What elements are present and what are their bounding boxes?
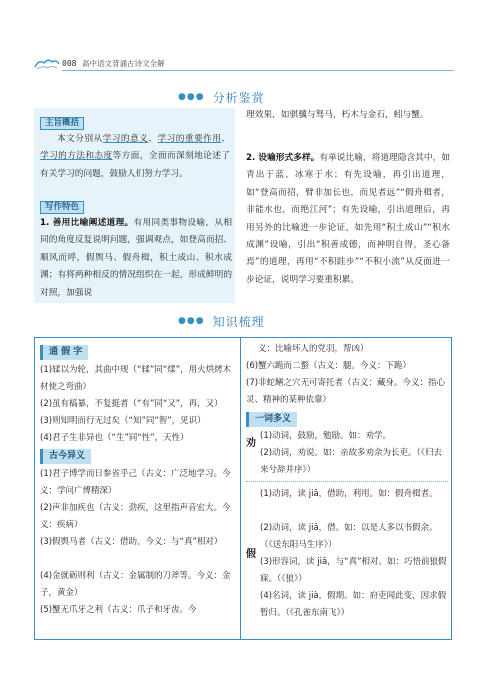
gujin-item-5: (5)蟹无爪牙之利（古义：爪子和牙齿。今 — [40, 605, 197, 615]
gujin-item-1: (1)君子博学而日参省乎己（古义：广泛地学习。今义：学问广博精深） — [40, 469, 231, 496]
knowledge-section-title — [178, 312, 273, 330]
column-divider — [240, 337, 241, 640]
gujin-heading: 古今异义 — [40, 449, 91, 464]
point1-title: 1. 善用比喻阐述道理。 — [40, 218, 134, 228]
gujin-item-4: (4)金就砺则利（古义：金属制的刀斧等。今义：金子，黄金） — [40, 571, 231, 598]
title-dots-right-icon: ●●● — [178, 316, 205, 326]
theme-badge: 主旨概括 — [40, 117, 84, 130]
polysemy-heading: 一词多义 — [246, 412, 297, 427]
gujin-item-6: (6)蟹六跪而二螯（古义：腿。今义：下跪） — [246, 361, 412, 371]
tongjia-item-2: (2)虽有槁暴，不复挺者（“有”同“又”，再，又） — [40, 399, 223, 409]
knowledge-title: 知识梳理 — [212, 314, 265, 329]
book-logo-icon — [34, 57, 60, 71]
gujin-item-7: (7)非蛇鳝之穴无可寄托者（古义：藏身。今义：指心灵、精神的某种依靠） — [246, 378, 446, 405]
theme-text: 本文分别从学习的意义、学习的重要作用、学习的方法和态度等方面，全面而深刻地论述了有关学习的问题，鼓励人们努力学习。 — [40, 134, 231, 179]
writing-badge: 写作特色 — [40, 201, 84, 214]
analysis-section-title — [178, 88, 273, 106]
tongjia-item-3: (3)则知明而行无过矣（“知”同“智”，见识） — [40, 416, 206, 426]
jia-sense-3: (3)形容词，读 jiǎ，与“真”相对。如：巧悟前狼假寐。（《狼》） — [260, 557, 447, 584]
page-header — [34, 57, 454, 73]
point2-text: 2. 设喻形式多样。有单说比喻，将道理隐含其中，如青出于蓝、冰寒于水；有先设喻，再引出道理，如“登高而招，臂非加长也，而见者远”“假舟楫者，非能水也，而绝江河”；有先设喻，引出道理后，再用另外的比喻进一步论证，如先用“积土成山”“积水成渊”设喻，引出“积善成德，而神明自得，圣心备焉”的道理，再用“不积跬步”“不积小流”从反面进一步论证，说明学习要重积累。 — [246, 153, 451, 285]
quan-sense-1: (1)动词，鼓励，勉励。如：劝学。 — [260, 431, 392, 441]
jia-char: 假 — [246, 549, 256, 560]
polysemy-separator — [246, 481, 448, 482]
gujin-item-3: (3)假舆马者（古义：借助。今义：与“真”相对） — [40, 537, 223, 547]
tongjia-item-1: (1)𫐓以为轮，其曲中规（“𫐓”同“煣”，用火烘烤木材使之弯曲） — [40, 365, 232, 392]
title-dots-left-icon: ●●● — [178, 92, 205, 102]
jia-sense-4: (4)名词，读 jià，假期。如：府吏闻此变，因求假暂归。（《孔雀东南飞》） — [260, 591, 447, 618]
tongjia-heading: 通 假 字 — [40, 345, 88, 360]
quan-char: 劝 — [246, 438, 256, 449]
point1-text-continued: 理效果，如骐骥与驽马，朽木与金石，蚓与蟹。 — [246, 110, 429, 120]
jia-sense-2: (2)动词，读 jiǎ，借。如：以是人多以书假余。（《送东阳马生序》） — [260, 523, 438, 550]
page-number: 008 — [62, 59, 77, 68]
point2-title: 2. 设喻形式多样。 — [246, 153, 320, 163]
header-rule — [62, 70, 454, 71]
analysis-title: 分析鉴赏 — [212, 90, 265, 105]
quan-sense-2: (2)动词，劝说。如：亲故多劝余为长吏。（《归去来兮辞并序》） — [260, 448, 443, 475]
gujin-item-5-continued: 义：比喻坏人的党羽，帮凶） — [258, 344, 369, 354]
jia-sense-1: (1)动词，读 jiǎ，借助，利用。如：假舟楫者。 — [260, 489, 438, 499]
book-title: 高中语文背诵古诗文全解 — [82, 59, 165, 68]
tongjia-item-4: (4)君子生非异也（“生”同“性”，天性） — [40, 433, 189, 443]
gujin-item-2: (2)声非加疾也（古义：劲疾，这里指声音宏大。今义：疾病） — [40, 503, 231, 530]
point1-text: 1. 善用比喻阐述道理。有用同类事物设喻，从相同的角度反复说明问题，强调观点，如登高而招、顺风而呼，假舆马、假舟楫，积土成山、积水成渊；有将两种相反的情况组织在一起，形成鲜明的对照，加强说 — [40, 218, 233, 298]
